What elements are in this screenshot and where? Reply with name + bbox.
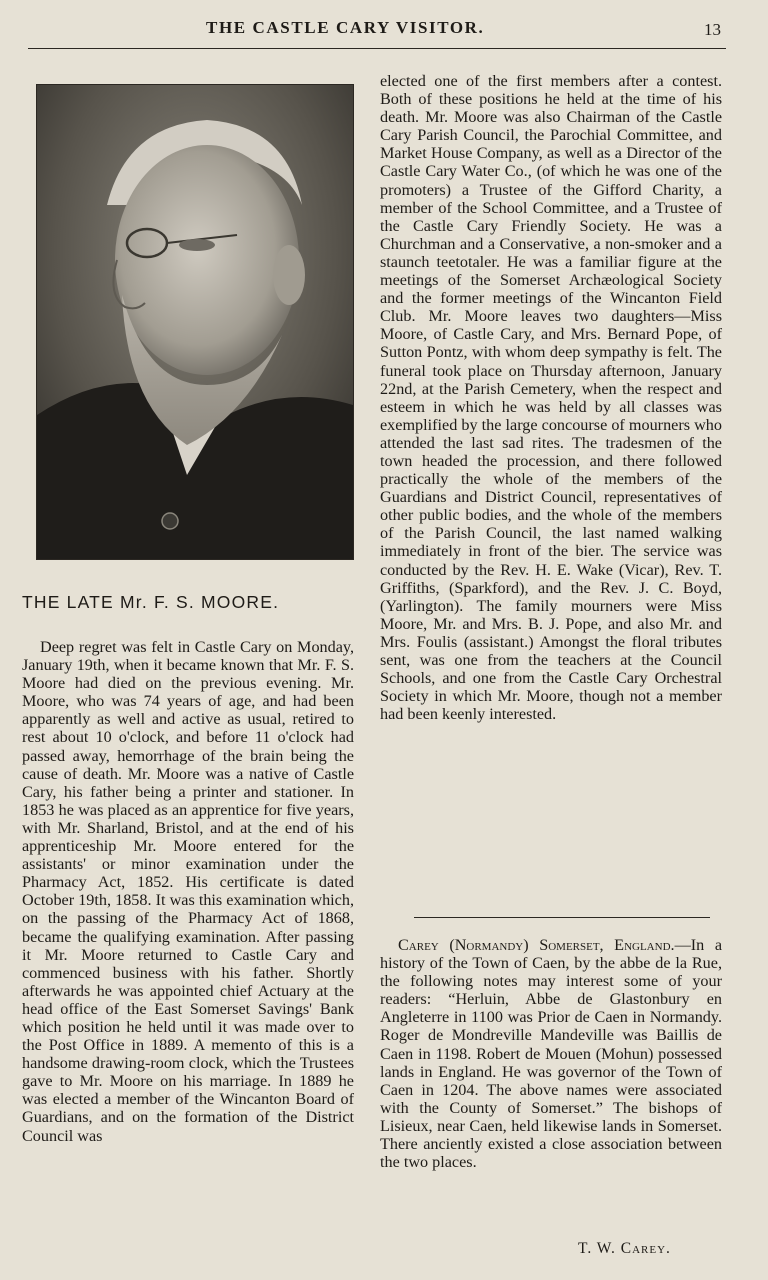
portrait-illustration bbox=[37, 85, 353, 559]
section-divider bbox=[414, 917, 710, 918]
publication-title: THE CASTLE CARY VISITOR. bbox=[206, 18, 485, 37]
article-caption: THE LATE Mr. F. S. MOORE. bbox=[22, 592, 280, 612]
note-heading: Carey (Normandy) Somerset, England. bbox=[398, 936, 675, 954]
article-paragraph: Deep regret was felt in Castle Cary on Monday, January 19th, when it became known that Mr. F. S. Moore had died on the previous evening. Mr. Moore, who was 74 years of age, and had been apparently as well and active as usual, retired to rest about 10 o'clock, and before 11 o'clock had passed away, hemorrhage of the brain being the cause of death. Mr. Moore was a native of Castle Cary, his father being a printer and stationer. In 1853 he was placed as an apprentice for five years, with Mr. Sharland, Bristol, and at the end of his apprenticeship Mr. Moore entered for the assistants' or minor examination under the Pharmacy Act, 1852. His certificate is dated October 19th, 1858. It was this examination which, on the passing of the Pharmacy Act of 1868, became the qualifying examination. After passing it Mr. Moore returned to Castle Cary and commenced business with his father. Shortly afterwards he was appointed chief Actuary at the head office of the East Somerset Savings' Bank which position he held until it was made over to the Post Office in 1889. A memento of this is a handsome drawing-room clock, which the Trustees gave to Mr. Moore on his marriage. In 1889 he was elected a member of the Wincanton Board of Guardians, and on the formation of the District Council was bbox=[22, 638, 354, 1145]
article-paragraph-continued: elected one of the first members after a contest. Both of these positions he held at the time of his death. Mr. Moore was also Chairman of the Castle Cary Parish Council, the Parochial Committee, and Market House Company, as well as a Director of the Castle Cary Water Co., (of which he was one of the promoters) a Trustee of the Gifford Charity, a member of the School Committee, and a Trustee of the Castle Cary Friendly Society. He was a Churchman and a Conservative, a non-smoker and a staunch teetotaler. He was a familiar figure at the meetings of the Somerset Archæological Society and the former meetings of the Wincanton Field Club. Mr. Moore leaves two daughters—Miss Moore, of Castle Cary, and Mrs. Bernard Pope, of Sutton Pontz, with whom deep sympathy is felt. The funeral took place on Thursday afternoon, January 22nd, at the Parish Cemetery, when the respect and esteem in which he was held by all classes was exemplified by the large concourse of mourners who attended the last sad rites. The tradesmen of the town headed the procession, and there followed practically the whole of the members of the Guardians and District Council, representatives of other public bodies, and the whole of the members of the Parish Council, the last named walking immediately in front of the bier. The service was conducted by the Rev. H. E. Wake (Vicar), Rev. T. Griffiths, (Sparkford), and the Rev. J. C. Boyd, (Yarlington). The family mourners were Miss Moore, Mr. and Mrs. B. J. Pope, and also Mr. and Mrs. Foulis (assistant.) Amongst the floral tributes sent, was one from the teachers at the Council Schools, and one from the Castle Cary Orchestral Society in which Mr. Moore, though not a member had been keenly interested. bbox=[380, 72, 722, 724]
portrait-photo bbox=[36, 84, 354, 560]
note-signature: T. W. Carey. bbox=[578, 1240, 671, 1257]
page-number: 13 bbox=[704, 20, 721, 39]
page-header bbox=[0, 18, 768, 42]
note-section bbox=[380, 936, 722, 1171]
header-rule bbox=[28, 48, 726, 49]
note-body: —In a history of the Town of Caen, by the abbe de la Rue, the following notes may interest some of your readers: “Herluin, Abbe de Glastonbury en Angleterre in 1100 was Prior de Caen in Normandy. Roger de Mondreville Mandeville was Baillis de Caen in 1198. Robert de Mouen (Mohun) possessed lands in England. He was governor of the Town of Caen in 1204. The above names were associated with the County of Somerset.” The bishops of Lisieux, near Caen, held likewise lands in Somerset. There anciently existed a close association between the two places. bbox=[380, 936, 723, 1172]
article-body-right bbox=[380, 72, 722, 723]
article-body-left bbox=[22, 638, 354, 1145]
